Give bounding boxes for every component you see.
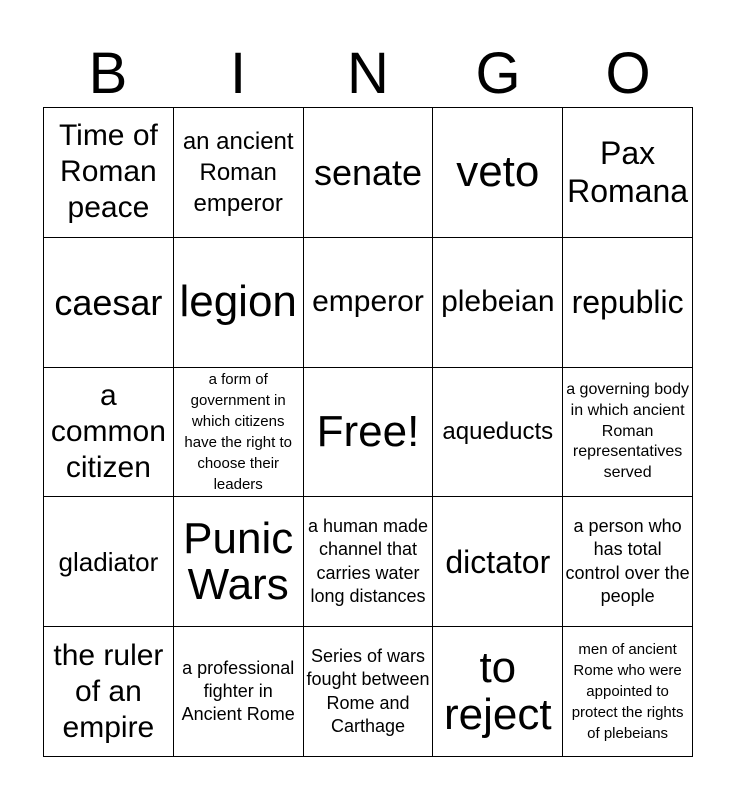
cell-text: Time of Roman peace (58, 119, 158, 225)
cell-text: a person who has total control over the people (565, 516, 690, 607)
header-letter-o: O (605, 41, 651, 106)
cell-text: a form of government in which citizens have the right to choose their leaders (184, 370, 292, 493)
header-letter-n: N (347, 41, 389, 106)
cell-text: emperor (312, 285, 424, 319)
cell-text: veto (456, 147, 540, 197)
bingo-cell (44, 627, 174, 757)
bingo-cell (563, 238, 693, 368)
header-letter-g: G (475, 41, 521, 106)
cell-text: Series of wars fought between Rome and Carthage (306, 645, 430, 736)
bingo-cell (563, 497, 693, 627)
header-letter-i: I (229, 41, 247, 106)
bingo-cell (304, 238, 434, 368)
bingo-cell (563, 627, 693, 757)
bingo-cell (304, 627, 434, 757)
bingo-cell free-space (304, 368, 434, 498)
bingo-cell (174, 368, 304, 498)
bingo-cell (44, 497, 174, 627)
bingo-cell (44, 368, 174, 498)
bingo-grid (43, 107, 693, 757)
cell-text: a common citizen (50, 378, 166, 484)
cell-text: an ancient Roman emperor (182, 127, 294, 217)
bingo-cell (44, 238, 174, 368)
cell-text: men of ancient Rome who were appointed to protect the rights of plebeians (571, 641, 684, 743)
cell-text: the ruler of an empire (53, 638, 164, 744)
cell-text: senate (313, 151, 423, 193)
bingo-cell (304, 108, 434, 238)
cell-text: a professional fighter in Ancient Rome (181, 657, 295, 725)
cell-text: plebeian (441, 285, 555, 319)
cell-text: to reject (443, 643, 552, 739)
free-space-text: Free! (316, 406, 420, 456)
bingo-cell (174, 238, 304, 368)
cell-text: a governing body in which ancient Roman representatives served (566, 381, 689, 482)
bingo-cell (304, 497, 434, 627)
bingo-cell (433, 108, 563, 238)
cell-text: aqueducts (442, 418, 554, 446)
cell-text: Punic Wars (183, 513, 294, 609)
header-letter-b: B (88, 41, 128, 106)
bingo-cell (433, 238, 563, 368)
cell-text: republic (571, 284, 684, 320)
bingo-cell (563, 368, 693, 498)
cell-text: a human made channel that carries water long distances (307, 516, 429, 607)
bingo-cell (433, 497, 563, 627)
cell-text: caesar (54, 281, 163, 323)
bingo-cell (174, 108, 304, 238)
bingo-cell (563, 108, 693, 238)
cell-text: gladiator (58, 546, 159, 577)
bingo-cell (433, 627, 563, 757)
bingo-cell (433, 368, 563, 498)
cell-text: legion (179, 277, 297, 327)
bingo-cell (44, 108, 174, 238)
bingo-header (43, 40, 693, 108)
bingo-cell (174, 627, 304, 757)
bingo-cell (174, 497, 304, 627)
cell-text: dictator (445, 543, 551, 580)
cell-text: Pax Romana (567, 135, 689, 210)
